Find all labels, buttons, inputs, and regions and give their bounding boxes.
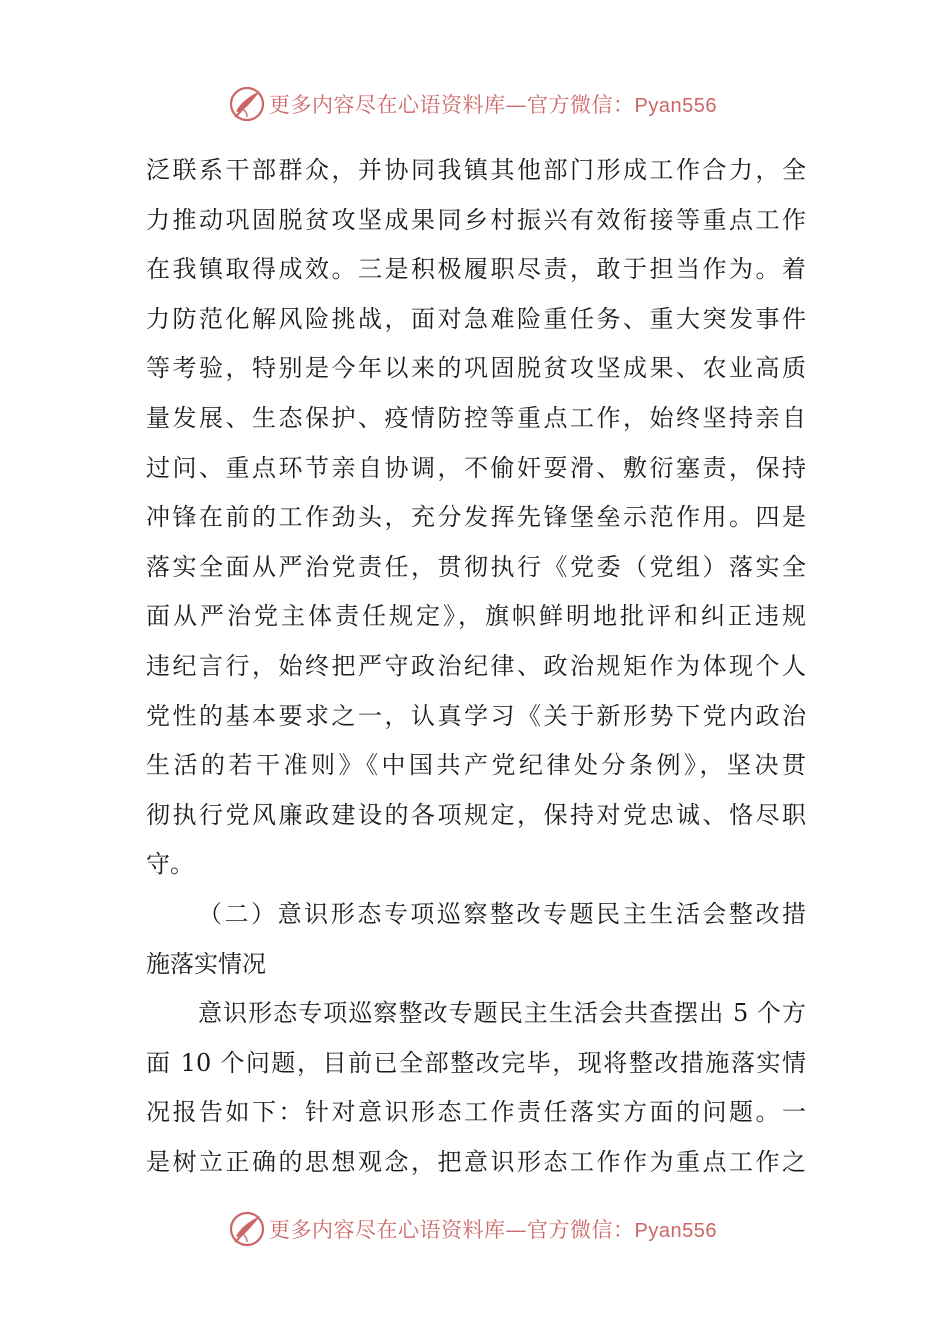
text-line: 在我镇取得成效。三是积极履职尽责，敢于担当作为。着	[146, 255, 806, 284]
watermark-footer	[227, 1207, 717, 1251]
text-line: 违纪言行，始终把严守政治纪律、政治规矩作为体现个人	[146, 651, 806, 680]
section-heading-line: （二）意识形态专项巡察整改专题民主生活会整改措	[198, 899, 806, 928]
text-line: 等考验，特别是今年以来的巩固脱贫攻坚成果、农业高质	[146, 354, 806, 383]
pen-logo-icon	[227, 1209, 267, 1249]
text-line: 生活的若干准则》《中国共产党纪律处分条例》，坚决贯	[146, 751, 806, 780]
watermark-header	[227, 82, 717, 126]
text-line: 力防范化解风险挑战，面对急难险重任务、重大突发事件	[146, 304, 806, 333]
text-line: 冲锋在前的工作劲头，充分发挥先锋堡垒示范作用。四是	[146, 503, 806, 532]
text-line: 量发展、生态保护、疫情防控等重点工作，始终坚持亲自	[146, 403, 806, 432]
section-heading-line: 施落实情况	[146, 949, 266, 978]
text-line: 落实全面从严治党责任，贯彻执行《党委（党组）落实全	[146, 552, 806, 581]
watermark-wechat-id: Pyan556	[634, 1220, 717, 1242]
text-line: 面从严治党主体责任规定》，旗帜鲜明地批评和纠正违规	[146, 602, 806, 631]
watermark-wechat-id: Pyan556	[634, 95, 717, 117]
text-line: 泛联系干部群众，并协同我镇其他部门形成工作合力，全	[146, 156, 806, 184]
pen-logo-icon	[227, 84, 267, 124]
text-line: 面 10 个问题，目前已全部整改完毕，现将整改措施落实情	[146, 1048, 806, 1077]
text-line: 是树立正确的思想观念，把意识形态工作作为重点工作之	[146, 1147, 806, 1176]
text-line: 守。	[146, 850, 194, 879]
text-line: 意识形态专项巡察整改专题民主生活会共查摆出 5 个方	[198, 999, 806, 1028]
text-line: 况报告如下：针对意识形态工作责任落实方面的问题。一	[146, 1098, 806, 1127]
text-line: 党性的基本要求之一，认真学习《关于新形势下党内政治	[146, 701, 806, 730]
watermark-text: 更多内容尽在心语资料库—官方微信：Pyan556	[269, 93, 717, 117]
text-line: 力推动巩固脱贫攻坚成果同乡村振兴有效衔接等重点工作	[146, 205, 806, 234]
text-line: 彻执行党风廉政建设的各项规定，保持对党忠诚、恪尽职	[146, 800, 806, 829]
text-line: 过问、重点环节亲自协调，不偷奸耍滑、敷衍塞责，保持	[146, 453, 806, 482]
watermark-text: 更多内容尽在心语资料库—官方微信：Pyan556	[269, 1218, 717, 1242]
body-text	[146, 146, 806, 1187]
